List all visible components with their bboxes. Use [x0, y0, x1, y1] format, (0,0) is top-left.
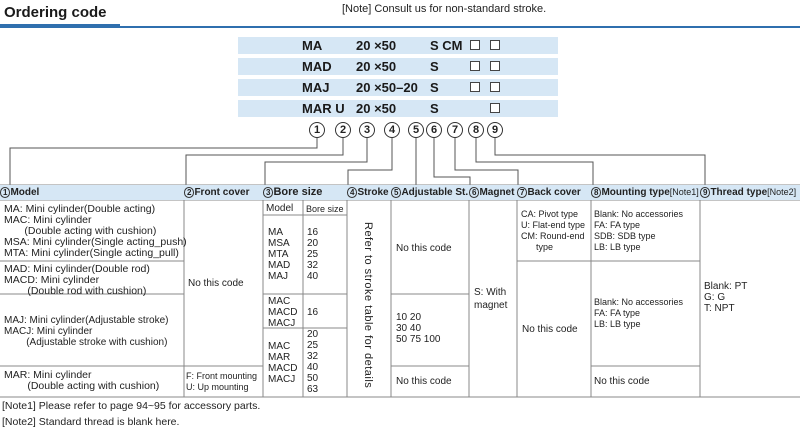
- front-cover-mar: F: Front mounting U: Up mounting: [186, 371, 258, 392]
- header-label: Bore size: [273, 186, 323, 198]
- header-num: 1: [0, 187, 10, 198]
- header-label: Back cover: [527, 187, 581, 198]
- code-size: 20 ×50: [356, 59, 397, 74]
- bore-head-model: Model: [266, 203, 294, 214]
- header-note: [Note2]: [767, 187, 797, 197]
- position-9-marker: 9: [487, 122, 503, 138]
- code-model: MAD: [302, 59, 332, 74]
- position-1-marker: 1: [309, 122, 325, 138]
- header-adjustable: [391, 185, 469, 200]
- header-num: 5: [391, 187, 401, 198]
- header-label: Thread type: [710, 187, 768, 198]
- back-cover-none: No this code: [522, 324, 578, 335]
- code-model: MAJ: [302, 80, 330, 95]
- code-suffix: S: [430, 80, 439, 95]
- header-thread-type: [700, 185, 800, 200]
- bore-head-size: Bore size: [306, 204, 344, 214]
- position-8-marker: 8: [468, 122, 484, 138]
- magnet-option: S: With magnet: [474, 287, 508, 311]
- code-size: 20 ×50–20: [356, 80, 418, 95]
- mounting-group-2: Blank: No accessories FA: FA type LB: LB type: [594, 297, 684, 329]
- position-7-marker: 7: [447, 122, 463, 138]
- header-front-cover: [184, 185, 263, 200]
- position-2-marker: 2: [335, 122, 351, 138]
- bore-g3-models: MAC MAR MACD MACJ: [268, 341, 298, 385]
- page-title: Ordering code: [4, 4, 107, 21]
- model-group-mad: MAD: Mini cylinder(Double rod) MACD: Mini cylinder (Double rod with cushion): [4, 263, 150, 297]
- header-stroke: [347, 185, 391, 200]
- model-group-mar: MAR: Mini cylinder (Double acting with cushion): [4, 369, 160, 392]
- bore-g1-models: MA MSA MTA MAD MAJ: [268, 227, 291, 282]
- header-label: Front cover: [194, 187, 250, 198]
- header-back-cover: [517, 185, 591, 200]
- footnote-1: [Note1] Please refer to page 94~95 for accessory parts.: [2, 400, 261, 412]
- code-model: MA: [302, 38, 323, 53]
- front-cover-none: No this code: [188, 278, 244, 289]
- adjustable-none-mar: No this code: [396, 376, 452, 387]
- model-group-ma: MA: Mini cylinder(Double acting) MAC: Mini cylinder (Double acting with cushion) MSA: Mini cylinder(Single acting_push) MTA: Mini cylinder(Single acting_pull): [4, 203, 187, 259]
- header-note: [Note1]: [669, 187, 699, 197]
- bore-g2-models: MAC MACD MACJ: [268, 296, 298, 329]
- header-num: 4: [347, 187, 357, 198]
- header-model: [0, 185, 184, 200]
- mounting-none: No this code: [594, 376, 650, 387]
- position-4-marker: 4: [384, 122, 400, 138]
- thread-options: Blank: PT G: G T: NPT: [704, 281, 748, 314]
- header-mounting-type: [591, 185, 700, 200]
- code-suffix: S: [430, 59, 439, 74]
- code-model: MAR U: [302, 101, 345, 116]
- stroke-note: Refer to stroke table for details: [362, 222, 374, 389]
- position-5-marker: 5: [408, 122, 424, 138]
- code-suffix: S CM: [430, 38, 463, 53]
- header-label: Model: [10, 187, 40, 198]
- header-note: [Note] Consult us for non-standard stroke.: [342, 3, 547, 15]
- code-size: 20 ×50: [356, 101, 397, 116]
- position-6-marker: 6: [426, 122, 442, 138]
- header-num: 9: [700, 187, 710, 198]
- header-num: 8: [591, 187, 601, 198]
- header-label: Magnet: [479, 187, 515, 198]
- header-label: Mounting type: [601, 187, 670, 198]
- bore-g3-sizes: 20 25 32 40 50 63: [307, 329, 319, 395]
- header-num: 2: [184, 187, 194, 198]
- model-group-maj: MAJ: Mini cylinder(Adjustable stroke) MACJ: Mini cylinder (Adjustable stroke with cushion): [4, 315, 169, 348]
- header-magnet: [469, 185, 517, 200]
- bore-g2-sizes: 16: [307, 307, 319, 318]
- mounting-group-1: Blank: No accessories FA: FA type SDB: SDB type LB: LB type: [594, 209, 684, 252]
- adjustable-none: No this code: [396, 243, 452, 254]
- header-label: Stroke: [357, 187, 389, 198]
- bore-g1-sizes: 16 20 25 32 40: [307, 227, 319, 282]
- back-cover-options: CA: Pivot type U: Flat-end type CM: Round-end type: [521, 209, 586, 252]
- header-num: 3: [263, 187, 273, 198]
- adjustable-values: 10 20 30 40 50 75 100: [396, 312, 441, 345]
- code-suffix: S: [430, 101, 439, 116]
- header-label: Adjustable St.: [401, 187, 469, 198]
- position-3-marker: 3: [359, 122, 375, 138]
- header-bore-size: [263, 185, 347, 200]
- footnote-2: [Note2] Standard thread is blank here.: [2, 416, 180, 428]
- header-num: 7: [517, 187, 527, 198]
- header-num: 6: [469, 187, 479, 198]
- code-size: 20 ×50: [356, 38, 397, 53]
